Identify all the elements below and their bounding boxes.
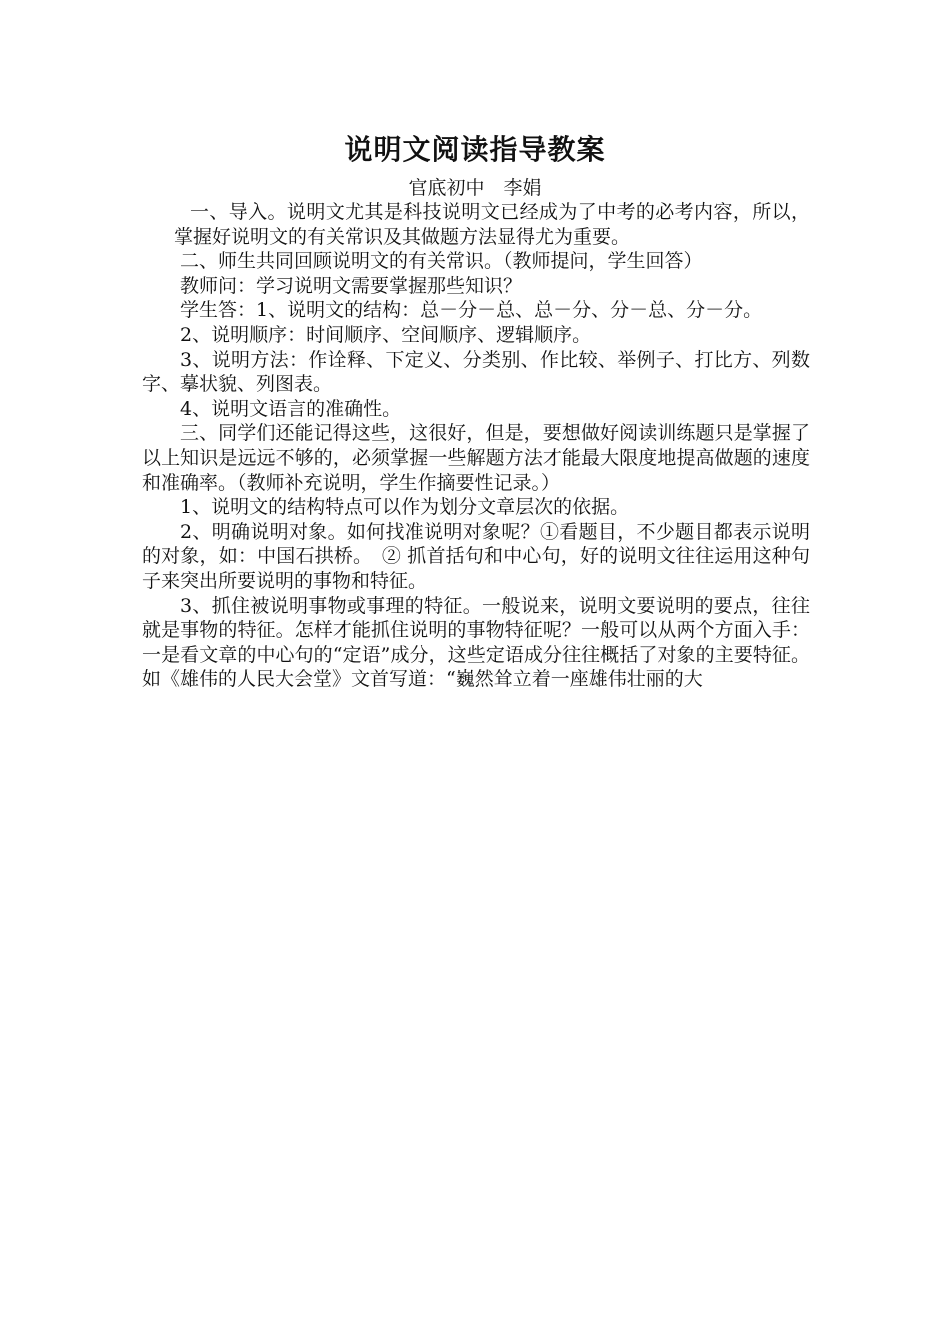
document-body (142, 200, 810, 692)
paragraph-teacher-question: 教师问：学习说明文需要掌握那些知识？ (180, 274, 523, 297)
paragraph-student-answer-structure: 学生答：1、说明文的结构：总－分－总、总－分、分－总、分－分。 (180, 299, 763, 322)
paragraph-problem-solving-methods: 三、同学们还能记得这些，这很好，但是，要想做好阅读训练题只是掌握了以上知识是远远不够的，必须掌握一些解题方法才能最大限度地提高做题的速度和准确率。（教师补充说明，学生作摘要性记录。） (142, 422, 810, 494)
document-title: 说明文阅读指导教案 (344, 133, 606, 166)
paragraph-structure-feature: 1、说明文的结构特点可以作为划分文章层次的依据。 (180, 496, 630, 519)
paragraph-language-accuracy: 4、说明文语言的准确性。 (180, 397, 402, 420)
document-author: 官底初中 李娟 (408, 177, 542, 199)
paragraph-explanation-object: 2、明确说明对象。如何找准说明对象呢？①看题目，不少题目都表示说明的对象，如：中国石拱桥。 ② 抓首括句和中心句，好的说明文往往运用这种句子来突出所要说明的事物和特征。 (142, 520, 810, 592)
paragraph-introduction: 一、导入。说明文尤其是科技说明文已经成为了中考的必考内容，所以，掌握好说明文的有关常识及其做题方法显得尤为重要。 (174, 201, 810, 248)
paragraph-review: 二、师生共同回顾说明文的有关常识。（教师提问，学生回答） (180, 250, 703, 273)
paragraph-explanation-order: 2、说明顺序：时间顺序、空间顺序、逻辑顺序。 (180, 323, 592, 346)
paragraph-explanation-methods: 3、说明方法：作诠释、下定义、分类别、作比较、举例子、打比方、列数字、摹状貌、列图表。 (142, 348, 810, 396)
paragraph-object-characteristics: 3、抓住被说明事物或事理的特征。一般说来，说明文要说明的要点，往往就是事物的特征。怎样才能抓住说明的事物特征呢？一般可以从两个方面入手：一是看文章的中心句的“定语”成分，这些定语成分往往概括了对象的主要特征。如《雄伟的人民大会堂》文首写道：“巍然耸立着一座雄伟壮丽的大 (142, 594, 810, 691)
